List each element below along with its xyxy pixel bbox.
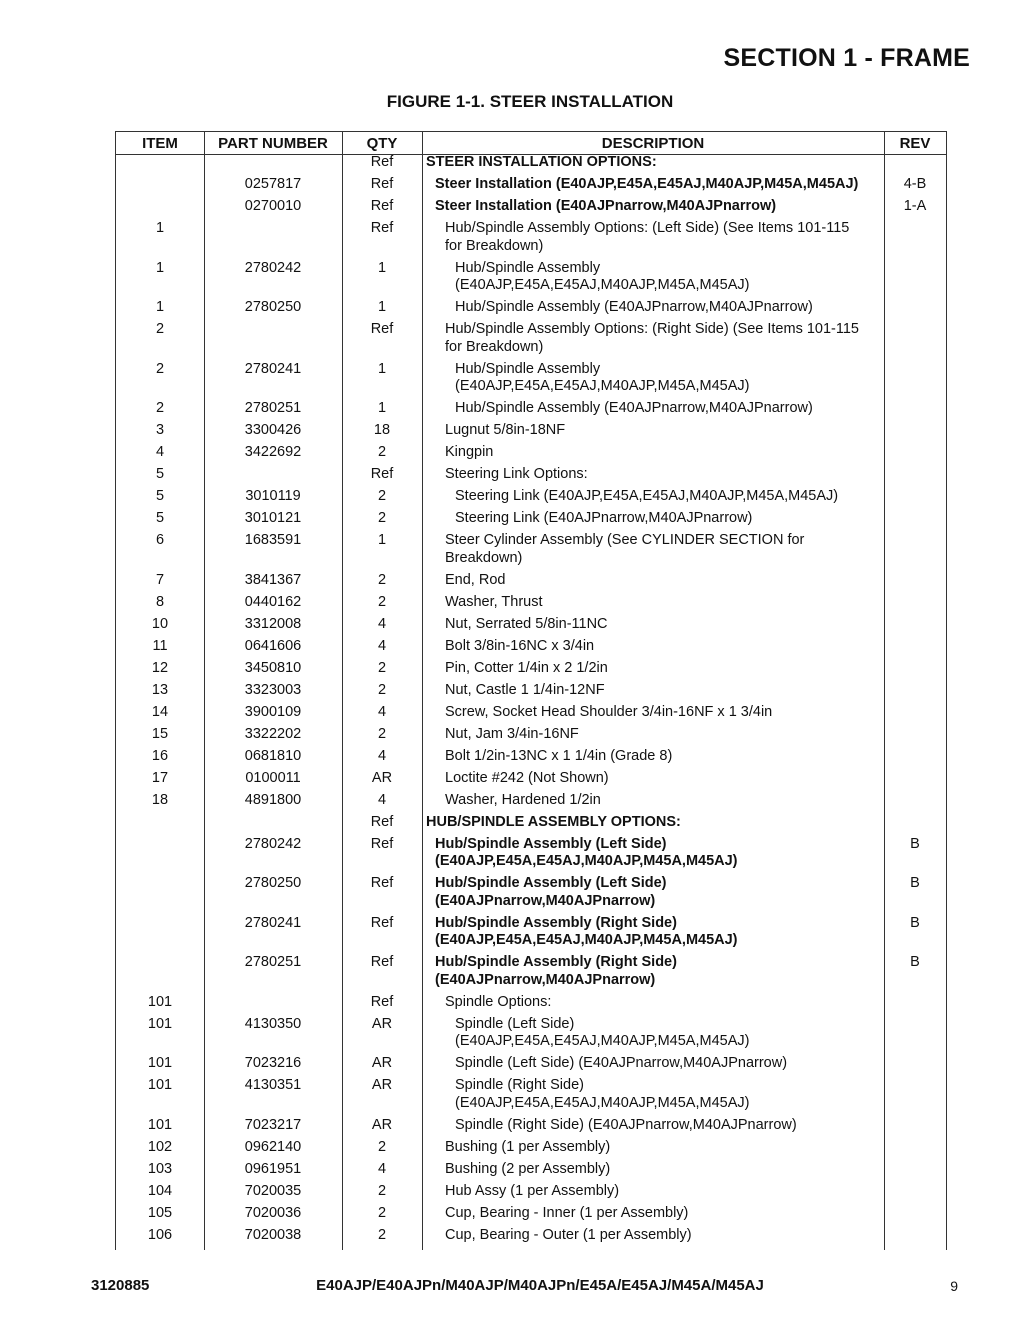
- qty-cell: 4: [377, 637, 387, 654]
- description-line: Steering Link (E40AJP,E45A,E45AJ,M40AJP,M45A,M45AJ): [455, 488, 839, 504]
- qty-cell: Ref: [370, 154, 394, 170]
- rev-cell: B: [910, 875, 920, 891]
- description-cell: [422, 198, 878, 216]
- table-row: [116, 814, 946, 836]
- description-line: Breakdown): [445, 549, 523, 566]
- qty-cell: AR: [371, 1015, 393, 1032]
- table-row: [116, 1117, 946, 1139]
- qty-cell: AR: [371, 769, 393, 786]
- qty-cell: Ref: [370, 954, 394, 970]
- description-cell: [422, 836, 878, 871]
- rev-cell: 1-A: [903, 198, 927, 214]
- table-row: [116, 682, 946, 704]
- description-line: Hub/Spindle Assembly Options: (Right Side) (See Items 101-115: [445, 321, 859, 337]
- table-row: [116, 299, 946, 321]
- qty-cell: 2: [377, 444, 387, 460]
- description-line: (E40AJP,E45A,E45AJ,M40AJP,M45A,M45AJ): [455, 1094, 750, 1111]
- table-body: [116, 154, 946, 1249]
- table-row: [116, 1016, 946, 1056]
- description-cell: [422, 1139, 878, 1157]
- part-number-cell: 2780241: [244, 914, 302, 931]
- part-number-cell: 0641606: [244, 637, 302, 654]
- table-row: [116, 836, 946, 876]
- description-cell: [422, 220, 878, 255]
- description-cell: [422, 176, 878, 194]
- description-line: Steering Link (E40AJPnarrow,M40AJPnarrow): [455, 510, 753, 526]
- part-number-cell: 2780250: [244, 875, 302, 891]
- part-number-cell: 2780242: [244, 835, 302, 852]
- item-cell: 104: [147, 1182, 173, 1199]
- table-row: [116, 770, 946, 792]
- description-line: Hub/Spindle Assembly: [455, 259, 601, 276]
- table-row: [116, 704, 946, 726]
- description-line: (E40AJP,E45A,E45AJ,M40AJP,M45A,M45AJ): [455, 1033, 750, 1049]
- table-row: [116, 1183, 946, 1205]
- item-cell: 101: [147, 993, 173, 1010]
- table-row: [116, 792, 946, 814]
- item-cell: 101: [147, 1116, 173, 1133]
- description-cell: [422, 1077, 878, 1112]
- description-line: (E40AJPnarrow,M40AJPnarrow): [435, 892, 656, 909]
- description-line: (E40AJP,E45A,E45AJ,M40AJP,M45A,M45AJ): [455, 277, 750, 293]
- description-line: Spindle (Left Side) (E40AJPnarrow,M40AJPnarrow): [455, 1055, 788, 1071]
- table-row: [116, 176, 946, 198]
- qty-cell: 4: [377, 791, 387, 808]
- qty-cell: 1: [377, 360, 387, 377]
- table-row: [116, 660, 946, 682]
- qty-cell: AR: [371, 1055, 393, 1071]
- description-line: Washer, Thrust: [445, 593, 543, 610]
- description-cell: [422, 1205, 878, 1223]
- header-qty: QTY: [366, 135, 398, 152]
- description-line: Bolt 3/8in-16NC x 3/4in: [445, 637, 595, 654]
- item-cell: 6: [155, 532, 165, 548]
- description-cell: [422, 299, 878, 317]
- part-number-cell: 7020035: [244, 1182, 302, 1199]
- description-line: Nut, Jam 3/4in-16NF: [445, 725, 579, 742]
- qty-cell: 2: [377, 1226, 387, 1243]
- header-description: DESCRIPTION: [601, 135, 705, 152]
- item-cell: 16: [151, 747, 169, 764]
- description-cell: [422, 792, 878, 810]
- table-row: [116, 466, 946, 488]
- part-number-cell: 3010119: [245, 488, 301, 504]
- header-rev: REV: [899, 135, 931, 152]
- part-number-cell: 3450810: [244, 659, 302, 676]
- description-line: Pin, Cotter 1/4in x 2 1/2in: [445, 659, 608, 676]
- description-line: HUB/SPINDLE ASSEMBLY OPTIONS:: [426, 813, 681, 830]
- table-row: [116, 220, 946, 260]
- part-number-cell: 3300426: [244, 422, 302, 438]
- rev-cell: B: [910, 914, 920, 931]
- description-cell: [422, 770, 878, 788]
- item-cell: 14: [151, 703, 169, 720]
- description-line: Hub/Spindle Assembly (Left Side): [435, 875, 667, 891]
- description-line: Hub/Spindle Assembly: [455, 360, 601, 377]
- description-line: STEER INSTALLATION OPTIONS:: [426, 154, 657, 170]
- description-cell: [422, 1227, 878, 1245]
- part-number-cell: 2780251: [244, 954, 302, 970]
- qty-cell: Ref: [370, 813, 394, 830]
- item-cell: 12: [151, 659, 169, 676]
- table-row: [116, 361, 946, 401]
- description-cell: [422, 444, 878, 462]
- item-cell: 2: [155, 400, 165, 416]
- qty-cell: Ref: [370, 993, 394, 1010]
- model-list: E40AJP/E40AJPn/M40AJP/M40AJPn/E45A/E45AJ/M45A/M45AJ: [316, 1277, 764, 1294]
- item-cell: 3: [155, 422, 165, 438]
- part-number-cell: 3323003: [244, 681, 302, 698]
- qty-cell: 4: [377, 615, 387, 632]
- qty-cell: 2: [377, 488, 387, 504]
- table-row: [116, 488, 946, 510]
- qty-cell: Ref: [370, 835, 394, 852]
- qty-cell: 2: [377, 510, 387, 526]
- item-cell: 2: [155, 321, 165, 337]
- qty-cell: 1: [377, 259, 387, 276]
- qty-cell: 2: [377, 725, 387, 742]
- qty-cell: AR: [371, 1116, 393, 1133]
- qty-cell: Ref: [370, 466, 394, 482]
- description-line: Spindle Options:: [445, 993, 552, 1010]
- qty-cell: 4: [377, 703, 387, 720]
- qty-cell: Ref: [370, 198, 394, 214]
- table-row: [116, 154, 946, 176]
- description-line: Bushing (1 per Assembly): [445, 1138, 611, 1155]
- table-row: [116, 1227, 946, 1249]
- table-row: [116, 422, 946, 444]
- description-line: Bushing (2 per Assembly): [445, 1160, 611, 1177]
- part-number-cell: 4130351: [244, 1077, 302, 1093]
- table-row: [116, 510, 946, 532]
- description-cell: [422, 1161, 878, 1179]
- table-row: [116, 915, 946, 955]
- description-line: Cup, Bearing - Outer (1 per Assembly): [445, 1226, 692, 1243]
- description-cell: [422, 704, 878, 722]
- description-line: Kingpin: [445, 444, 494, 460]
- description-cell: [422, 154, 878, 172]
- table-row: [116, 260, 946, 300]
- qty-cell: 2: [377, 681, 387, 698]
- table-row: [116, 532, 946, 572]
- table-row: [116, 1205, 946, 1227]
- description-line: Hub/Spindle Assembly (E40AJPnarrow,M40AJPnarrow): [455, 299, 813, 315]
- item-cell: 18: [151, 791, 169, 808]
- item-cell: 5: [155, 510, 165, 526]
- part-number-cell: 7023216: [244, 1055, 302, 1071]
- item-cell: 10: [151, 615, 169, 632]
- description-cell: [422, 814, 878, 832]
- description-cell: [422, 1183, 878, 1201]
- part-number-cell: 3422692: [244, 444, 302, 460]
- table-row: [116, 954, 946, 994]
- item-cell: 5: [155, 466, 165, 482]
- description-cell: [422, 915, 878, 950]
- part-number-cell: 3010121: [244, 510, 302, 526]
- description-cell: [422, 682, 878, 700]
- description-cell: [422, 321, 878, 356]
- page-number: 9: [950, 1278, 958, 1294]
- header-item: ITEM: [142, 135, 178, 152]
- description-cell: [422, 422, 878, 440]
- table-row: [116, 572, 946, 594]
- qty-cell: 18: [373, 422, 391, 438]
- description-cell: [422, 1055, 878, 1073]
- description-cell: [422, 361, 878, 396]
- item-cell: 7: [155, 571, 165, 588]
- description-line: Steer Installation (E40AJP,E45A,E45AJ,M40AJP,M45A,M45AJ): [435, 176, 859, 192]
- item-cell: 101: [147, 1015, 173, 1032]
- table-row: [116, 616, 946, 638]
- description-cell: [422, 488, 878, 506]
- description-line: Hub/Spindle Assembly (E40AJPnarrow,M40AJPnarrow): [455, 400, 813, 416]
- qty-cell: 2: [377, 1204, 387, 1221]
- table-row: [116, 198, 946, 220]
- part-number-cell: 2780242: [244, 259, 302, 276]
- description-cell: [422, 616, 878, 634]
- qty-cell: 2: [377, 1182, 387, 1199]
- item-cell: 103: [147, 1160, 173, 1177]
- rev-cell: B: [910, 835, 920, 852]
- item-cell: 1: [155, 259, 165, 276]
- item-cell: 1: [155, 299, 165, 315]
- document-number: 3120885: [91, 1277, 150, 1294]
- item-cell: 8: [155, 593, 165, 610]
- part-number-cell: 3312008: [244, 615, 302, 632]
- part-number-cell: 2780251: [244, 400, 302, 416]
- part-number-cell: 7020036: [244, 1204, 302, 1221]
- part-number-cell: 3322202: [244, 725, 302, 742]
- description-line: Spindle (Right Side) (E40AJPnarrow,M40AJPnarrow): [455, 1116, 797, 1133]
- table-header: [116, 131, 946, 155]
- part-number-cell: 2780250: [244, 299, 302, 315]
- description-cell: [422, 726, 878, 744]
- item-cell: 4: [155, 444, 165, 460]
- description-line: Hub Assy (1 per Assembly): [445, 1182, 620, 1199]
- description-cell: [422, 954, 878, 989]
- qty-cell: 4: [377, 747, 387, 764]
- description-line: Screw, Socket Head Shoulder 3/4in-16NF x 1 3/4in: [445, 703, 773, 720]
- description-cell: [422, 1117, 878, 1135]
- part-number-cell: 0681810: [244, 747, 302, 764]
- qty-cell: 2: [377, 593, 387, 610]
- rev-cell: B: [910, 954, 920, 970]
- table-row: [116, 321, 946, 361]
- item-cell: 105: [147, 1204, 173, 1221]
- part-number-cell: 7020038: [244, 1226, 302, 1243]
- qty-cell: 2: [377, 659, 387, 676]
- description-cell: [422, 875, 878, 910]
- description-line: Spindle (Right Side): [455, 1077, 584, 1093]
- qty-cell: 2: [377, 1138, 387, 1155]
- item-cell: 101: [147, 1077, 173, 1093]
- part-number-cell: 4891800: [244, 791, 302, 808]
- description-cell: [422, 510, 878, 528]
- item-cell: 102: [147, 1138, 173, 1155]
- description-line: Steer Cylinder Assembly (See CYLINDER SECTION for: [445, 532, 805, 548]
- item-cell: 101: [147, 1055, 173, 1071]
- table-row: [116, 638, 946, 660]
- table-row: [116, 726, 946, 748]
- table-row: [116, 1139, 946, 1161]
- item-cell: 13: [151, 681, 169, 698]
- table-row: [116, 400, 946, 422]
- description-cell: [422, 466, 878, 484]
- item-cell: 106: [147, 1226, 173, 1243]
- table-row: [116, 875, 946, 915]
- item-cell: 15: [151, 725, 169, 742]
- description-line: Hub/Spindle Assembly (Right Side): [435, 914, 677, 931]
- description-line: Loctite #242 (Not Shown): [445, 769, 609, 786]
- part-number-cell: 0961951: [244, 1160, 302, 1177]
- table-row: [116, 1161, 946, 1183]
- description-cell: [422, 594, 878, 612]
- description-line: Washer, Hardened 1/2in: [445, 791, 601, 808]
- item-cell: 1: [155, 220, 165, 236]
- section-title: SECTION 1 - FRAME: [723, 44, 970, 72]
- table-row: [116, 994, 946, 1016]
- part-number-cell: 0440162: [244, 593, 302, 610]
- description-line: Lugnut 5/8in-18NF: [445, 422, 566, 438]
- qty-cell: 1: [377, 299, 387, 315]
- description-cell: [422, 400, 878, 418]
- part-number-cell: 7023217: [244, 1116, 302, 1133]
- description-line: Steering Link Options:: [445, 466, 588, 482]
- qty-cell: 1: [377, 532, 387, 548]
- description-cell: [422, 572, 878, 590]
- description-cell: [422, 1016, 878, 1051]
- qty-cell: Ref: [370, 914, 394, 931]
- item-cell: 17: [151, 769, 169, 786]
- rev-cell: 4-B: [903, 176, 927, 192]
- figure-title: FIGURE 1-1. STEER INSTALLATION: [386, 92, 674, 111]
- description-line: Hub/Spindle Assembly (Left Side): [435, 835, 667, 852]
- description-line: Hub/Spindle Assembly (Right Side): [435, 954, 677, 970]
- description-cell: [422, 748, 878, 766]
- table-row: [116, 444, 946, 466]
- description-line: Steer Installation (E40AJPnarrow,M40AJPnarrow): [435, 198, 777, 214]
- part-number-cell: 1683591: [244, 532, 302, 548]
- description-line: for Breakdown): [445, 338, 544, 355]
- part-number-cell: 0257817: [244, 176, 302, 192]
- part-number-cell: 0100011: [245, 769, 301, 786]
- qty-cell: 1: [377, 400, 387, 416]
- part-number-cell: 3900109: [244, 703, 302, 720]
- part-number-cell: 2780241: [244, 360, 302, 377]
- description-line: Hub/Spindle Assembly Options: (Left Side) (See Items 101-115: [445, 220, 850, 236]
- description-line: End, Rod: [445, 571, 506, 588]
- item-cell: 2: [155, 360, 165, 377]
- item-cell: 11: [152, 637, 168, 654]
- table-row: [116, 1055, 946, 1077]
- description-cell: [422, 532, 878, 567]
- description-cell: [422, 994, 878, 1012]
- qty-cell: Ref: [370, 176, 394, 192]
- description-line: (E40AJP,E45A,E45AJ,M40AJP,M45A,M45AJ): [435, 853, 738, 869]
- part-number-cell: 0270010: [244, 198, 302, 214]
- description-line: (E40AJP,E45A,E45AJ,M40AJP,M45A,M45AJ): [455, 378, 750, 394]
- part-number-cell: 0962140: [244, 1138, 302, 1155]
- description-line: Spindle (Left Side): [455, 1015, 575, 1032]
- table-row: [116, 594, 946, 616]
- qty-cell: 4: [377, 1160, 387, 1177]
- description-cell: [422, 260, 878, 295]
- header-part-number: PART NUMBER: [218, 135, 328, 152]
- item-cell: 5: [155, 488, 165, 504]
- description-line: Nut, Castle 1 1/4in-12NF: [445, 681, 605, 698]
- table-row: [116, 1077, 946, 1117]
- description-line: Nut, Serrated 5/8in-11NC: [445, 615, 608, 632]
- qty-cell: AR: [371, 1077, 393, 1093]
- qty-cell: 2: [377, 571, 387, 588]
- qty-cell: Ref: [370, 875, 394, 891]
- table-row: [116, 748, 946, 770]
- description-cell: [422, 638, 878, 656]
- qty-cell: Ref: [370, 220, 394, 236]
- parts-table: [115, 131, 947, 1250]
- qty-cell: Ref: [370, 321, 394, 337]
- description-line: Bolt 1/2in-13NC x 1 1/4in (Grade 8): [445, 747, 673, 764]
- description-line: (E40AJPnarrow,M40AJPnarrow): [435, 971, 656, 988]
- description-line: (E40AJP,E45A,E45AJ,M40AJP,M45A,M45AJ): [435, 932, 738, 948]
- part-number-cell: 4130350: [244, 1015, 302, 1032]
- description-line: for Breakdown): [445, 237, 544, 254]
- description-line: Cup, Bearing - Inner (1 per Assembly): [445, 1204, 689, 1221]
- description-cell: [422, 660, 878, 678]
- part-number-cell: 3841367: [244, 571, 302, 588]
